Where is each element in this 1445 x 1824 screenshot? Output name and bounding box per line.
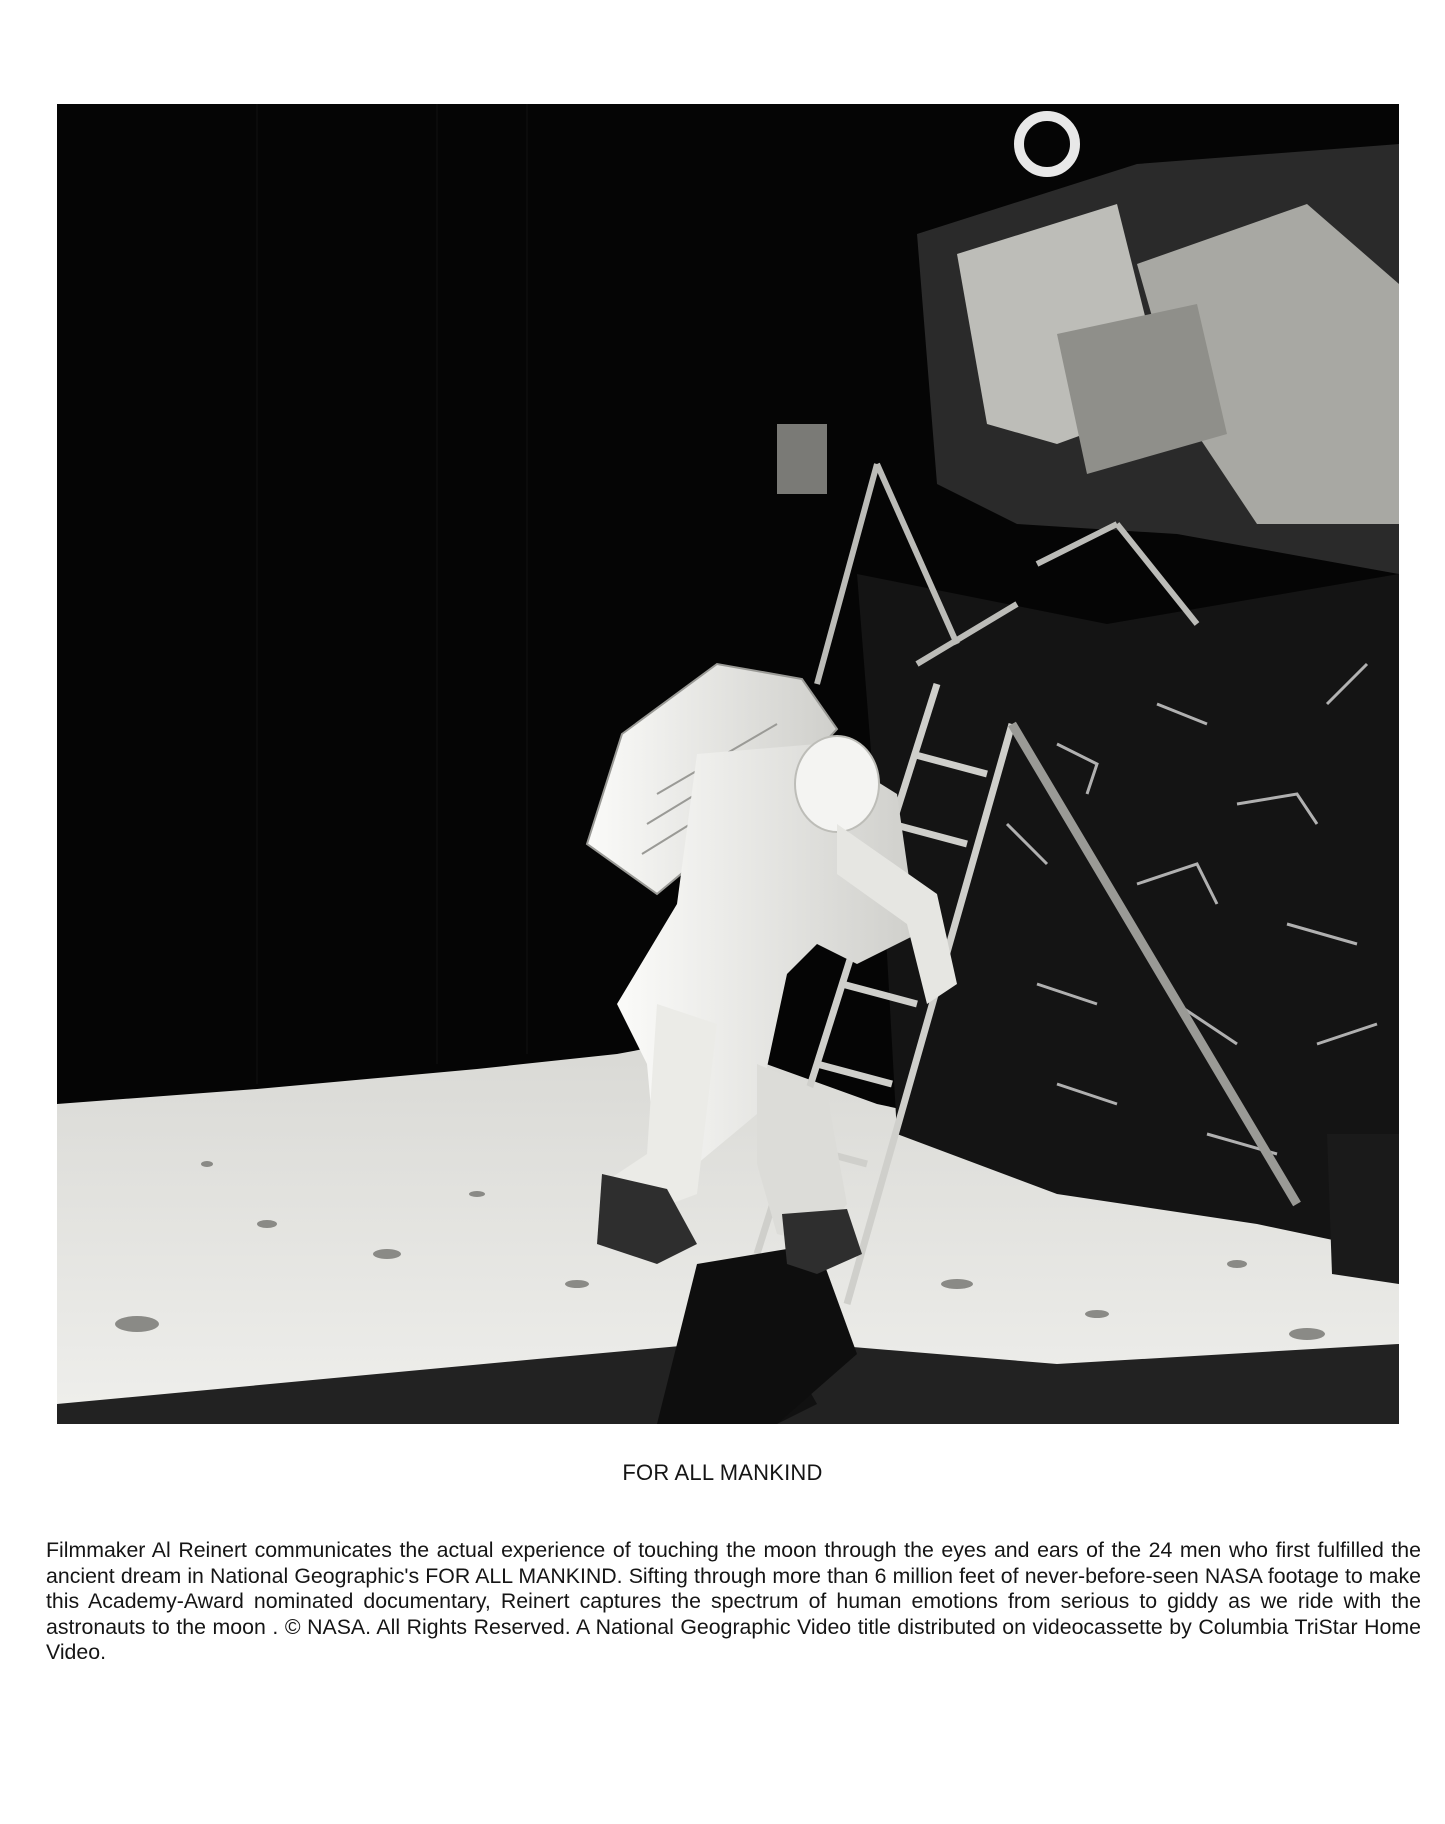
landing-pad [1327,1134,1399,1284]
antenna-box [777,424,827,494]
caption-title: FOR ALL MANKIND [622,1460,823,1485]
moon-landing-photo [57,104,1399,1424]
caption-body: Filmmaker Al Reinert communicates the actual experience of touching the moon through the eyes and ears of the 24 men who first fulfilled the ancient dream in National Geographic's FOR ALL MANKIND. Sifting through more than 6 million feet of never-before-seen NASA footage to make this Academy-Award nominated documentary, Reinert captures the spectrum of human emotions from serious to giddy as we ride with the astronauts to the moon . © NASA. All Rights Reserved. A National Geographic Video title distributed on videocassette by Columbia TriStar Home Video. [46,1538,1421,1664]
